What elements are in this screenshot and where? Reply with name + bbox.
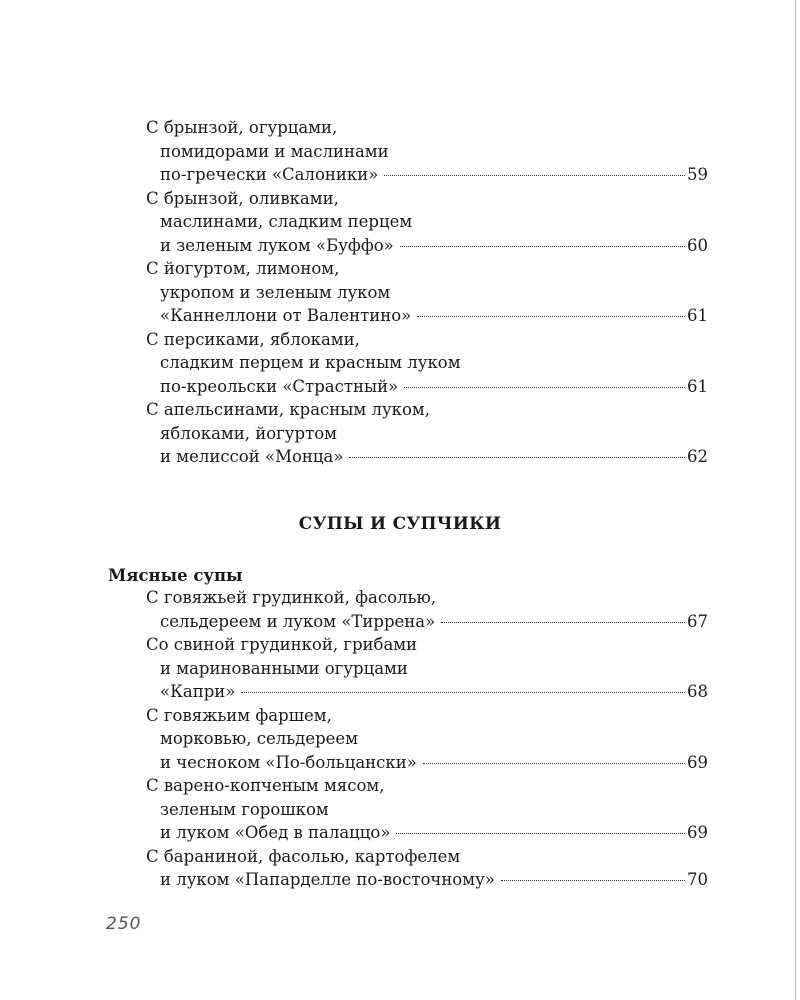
toc-entry-text: морковью, сельдереем xyxy=(160,729,359,748)
toc-entry-text: С брынзой, огурцами, xyxy=(146,118,338,137)
toc-entry-line xyxy=(146,727,708,751)
toc-entry-line xyxy=(146,798,708,822)
toc-entry xyxy=(146,398,708,469)
page-number: 250 xyxy=(106,914,142,934)
toc-entry-text: «Каннеллони от Валентино» xyxy=(160,306,412,325)
toc-entry-line xyxy=(146,398,708,422)
toc-entry-text: С варено-копченым мясом, xyxy=(146,776,385,795)
toc-entry-line xyxy=(146,610,708,634)
toc-entry-text: по-гречески «Салоники» xyxy=(160,165,379,184)
toc-entry-text: С йогуртом, лимоном, xyxy=(146,259,340,278)
toc-page-number: 69 xyxy=(687,752,708,772)
dot-leader xyxy=(441,622,685,623)
toc-entry-text: и чесноком «По-больцански» xyxy=(160,752,417,772)
toc-entry-line xyxy=(146,680,708,704)
dot-leader xyxy=(501,880,685,881)
subsection-heading: Мясные супы xyxy=(108,566,243,585)
toc-entry xyxy=(146,187,708,258)
toc-entry-line xyxy=(146,657,708,681)
dot-leader xyxy=(384,175,685,176)
toc-page-number: 61 xyxy=(687,376,708,396)
toc-entry xyxy=(146,633,708,704)
toc-entry-text: и зеленым луком «Буффо» xyxy=(160,235,394,255)
toc-entry xyxy=(146,845,708,892)
toc-page-number: 68 xyxy=(687,682,708,701)
dot-leader xyxy=(396,833,685,834)
toc-entry-line xyxy=(146,868,708,892)
toc-list-meat-soups xyxy=(146,586,708,892)
toc-entry-line xyxy=(146,328,708,352)
toc-entry-line xyxy=(146,187,708,211)
toc-page-number: 59 xyxy=(687,165,708,184)
toc-entry-text: «Капри» xyxy=(160,682,236,701)
toc-entry-line xyxy=(146,445,708,469)
toc-entry xyxy=(146,116,708,187)
toc-entry-line xyxy=(146,375,708,399)
toc-entry-line xyxy=(146,422,708,446)
toc-entry-text: С говяжьей грудинкой, фасолью, xyxy=(146,588,437,607)
toc-entry xyxy=(146,586,708,633)
section-title: СУПЫ И СУПЧИКИ xyxy=(298,514,502,534)
toc-entry-line xyxy=(146,845,708,869)
toc-entry-text: сладким перцем и красным луком xyxy=(160,353,461,372)
toc-entry-text: укропом и зеленым луком xyxy=(160,282,391,302)
toc-entry xyxy=(146,257,708,328)
toc-entry-text: по-креольски «Страстный» xyxy=(160,376,399,396)
toc-entry-text: и луком «Папарделле по-восточному» xyxy=(160,870,495,889)
toc-entry-line xyxy=(146,774,708,798)
toc-entry-text: С апельсинами, красным луком, xyxy=(146,400,431,419)
toc-entry-line xyxy=(146,633,708,657)
dot-leader xyxy=(417,316,685,317)
toc-entry-text: С говяжьим фаршем, xyxy=(146,705,332,725)
toc-entry-line xyxy=(146,351,708,375)
toc-entry-text: помидорами и маслинами xyxy=(160,141,389,161)
toc-entry-text: сельдереем и луком «Тиррена» xyxy=(160,611,436,631)
dot-leader xyxy=(400,246,685,247)
toc-entry-text: С персиками, яблоками, xyxy=(146,329,360,349)
toc-entry-line xyxy=(146,257,708,281)
toc-entry-line xyxy=(146,163,708,187)
toc-entry-text: С бараниной, фасолью, картофелем xyxy=(146,846,461,866)
toc-page-number: 61 xyxy=(687,306,708,325)
toc-entry-text: и мелиссой «Монца» xyxy=(160,447,344,466)
toc-entry-text: и луком «Обед в палаццо» xyxy=(160,823,391,842)
toc-entry-line xyxy=(146,116,708,140)
toc-entry-text: С брынзой, оливками, xyxy=(146,188,339,208)
toc-entry-line xyxy=(146,586,708,610)
toc-entry-line xyxy=(146,234,708,258)
toc-list-salads xyxy=(146,116,708,469)
toc-entry-text: Со свиной грудинкой, грибами xyxy=(146,635,418,654)
toc-entry-line xyxy=(146,751,708,775)
toc-entry-line xyxy=(146,821,708,845)
dot-leader xyxy=(241,692,685,693)
toc-entry xyxy=(146,704,708,775)
toc-entry-line xyxy=(146,304,708,328)
dot-leader xyxy=(349,457,685,458)
toc-page-number: 70 xyxy=(687,870,708,889)
toc-entry xyxy=(146,328,708,399)
toc-page-number: 60 xyxy=(687,235,708,255)
page-edge-line xyxy=(795,0,796,1000)
toc-entry-text: зеленым горошком xyxy=(160,799,329,819)
dot-leader xyxy=(423,763,685,764)
toc-entry-text: яблоками, йогуртом xyxy=(160,423,337,443)
toc-entry-line xyxy=(146,140,708,164)
toc-entry-line xyxy=(146,281,708,305)
toc-entry xyxy=(146,774,708,845)
toc-page-number: 67 xyxy=(687,611,708,631)
toc-entry-line xyxy=(146,210,708,234)
toc-page-number: 69 xyxy=(687,823,708,842)
toc-entry-text: и маринованными огурцами xyxy=(160,658,408,678)
dot-leader xyxy=(404,387,685,388)
toc-page-number: 62 xyxy=(687,447,708,466)
toc-entry-line xyxy=(146,704,708,728)
toc-entry-text: маслинами, сладким перцем xyxy=(160,212,413,231)
